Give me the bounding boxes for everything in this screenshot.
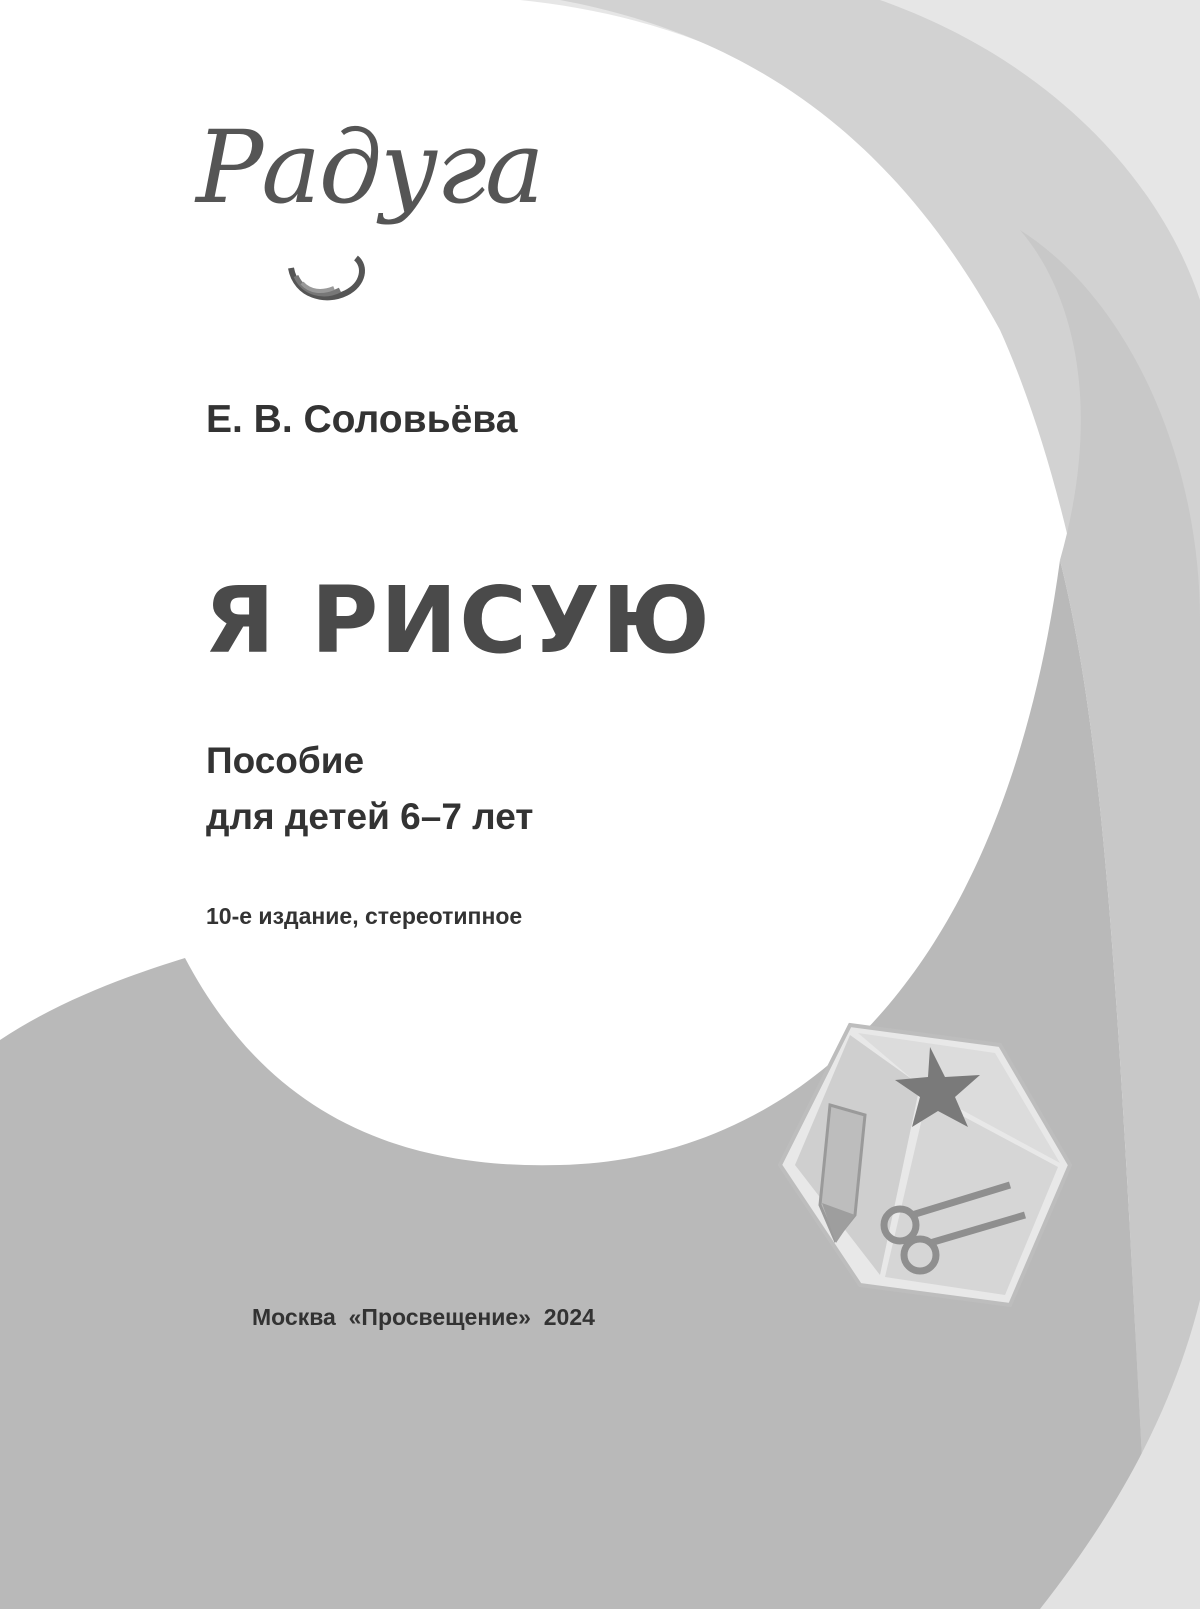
publisher-line: Москва «Просвещение» 2024 bbox=[252, 1304, 595, 1330]
publisher-series-logo bbox=[196, 109, 543, 318]
cube-illustration bbox=[770, 1015, 1080, 1325]
edition-note: 10-е издание, стереотипное bbox=[206, 903, 523, 929]
book-subtitle bbox=[206, 733, 533, 845]
author-name: Е. В. Соловьёва bbox=[206, 398, 518, 441]
book-title: Я РИСУЮ bbox=[204, 567, 712, 674]
subtitle-line-1: Пособие bbox=[206, 740, 365, 781]
subtitle-line-2: для детей 6–7 лет bbox=[206, 796, 534, 837]
logo-text: Радуга bbox=[196, 109, 543, 226]
